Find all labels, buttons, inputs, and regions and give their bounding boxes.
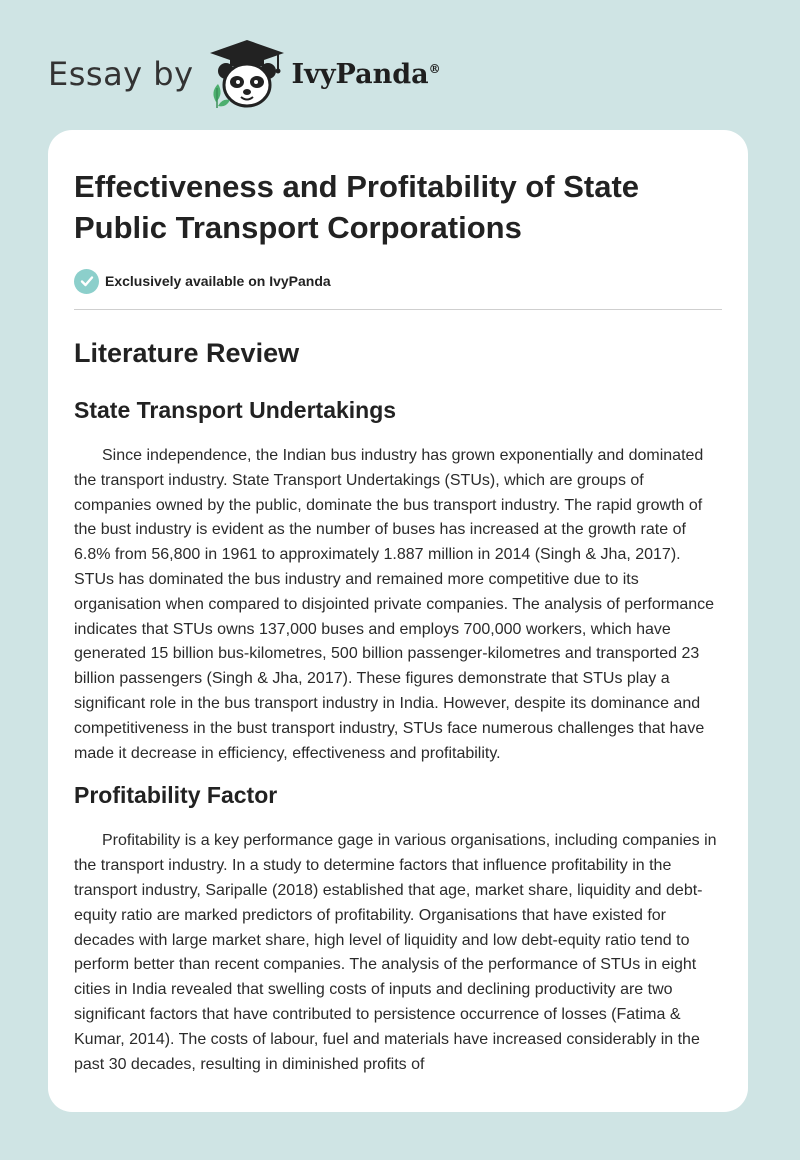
panda-logo-icon [208, 38, 286, 110]
divider [74, 309, 722, 310]
brand-header[interactable] [48, 34, 441, 114]
body-paragraph: Profitability is a key performance gage in various organisations, including companies in the transport industry. In a study to determine factors that influence profitability in the transport industry, Saripalle (2018) established that age, market share, liquidity and debt-equity ratio are marked predictors of profitability. Organisations that have existed for decades with large market share, high level of liquidity and low debt-equity ratio tend to perform better than recent companies. The analysis of the performance of STUs in eight cities in India revealed that swelling costs of inputs and declining productivity are two significant factors that have contributed to persistence occurrence of losses (Fatima & Kumar, 2014). The costs of labour, fuel and materials have increased considerably in the past 30 decades, resulting in diminished profits of [74, 832, 717, 1073]
subsection-heading: State Transport Undertakings [74, 397, 397, 423]
check-icon [74, 269, 99, 294]
section-heading: Literature Review [74, 338, 300, 368]
brand-name: IvyPanda® [291, 58, 441, 90]
essay-card [48, 130, 748, 1112]
exclusive-text: Exclusively available on IvyPanda [105, 273, 331, 289]
subsection-heading: Profitability Factor [74, 782, 278, 809]
page-title: Effectiveness and Profitability of State Public Transport Corporations [74, 169, 640, 245]
brand-prefix: Essay by [48, 55, 194, 93]
body-paragraph: Since independence, the Indian bus industry has grown exponentially and dominated the transport industry. State Transport Undertakings (STUs), which are groups of companies owned by the public, dominate the bus transport industry. The rapid growth of the bust industry is evident as the number of buses has increased at the growth rate of 6.8% from 56,800 in 1961 to approximately 1.887 million in 2014 (Singh & Jha, 2017). STUs has dominated the bus industry and remained more competitive due to its organisation when compared to disjointed private companies. The analysis of performance indicates that STUs owns 137,000 buses and employs 700,000 workers, which have generated 15 billion bus-kilometres, 500 billion passenger-kilometres and transported 23 billion passengers (Singh & Jha, 2017). These figures demonstrate that STUs play a significant role in the bus transport industry in India. However, despite its dominance and competitiveness in the bust transport industry, STUs face numerous challenges that have made it decrease in efficiency, effectiveness and profitability. [74, 447, 715, 762]
exclusive-badge [74, 268, 722, 294]
